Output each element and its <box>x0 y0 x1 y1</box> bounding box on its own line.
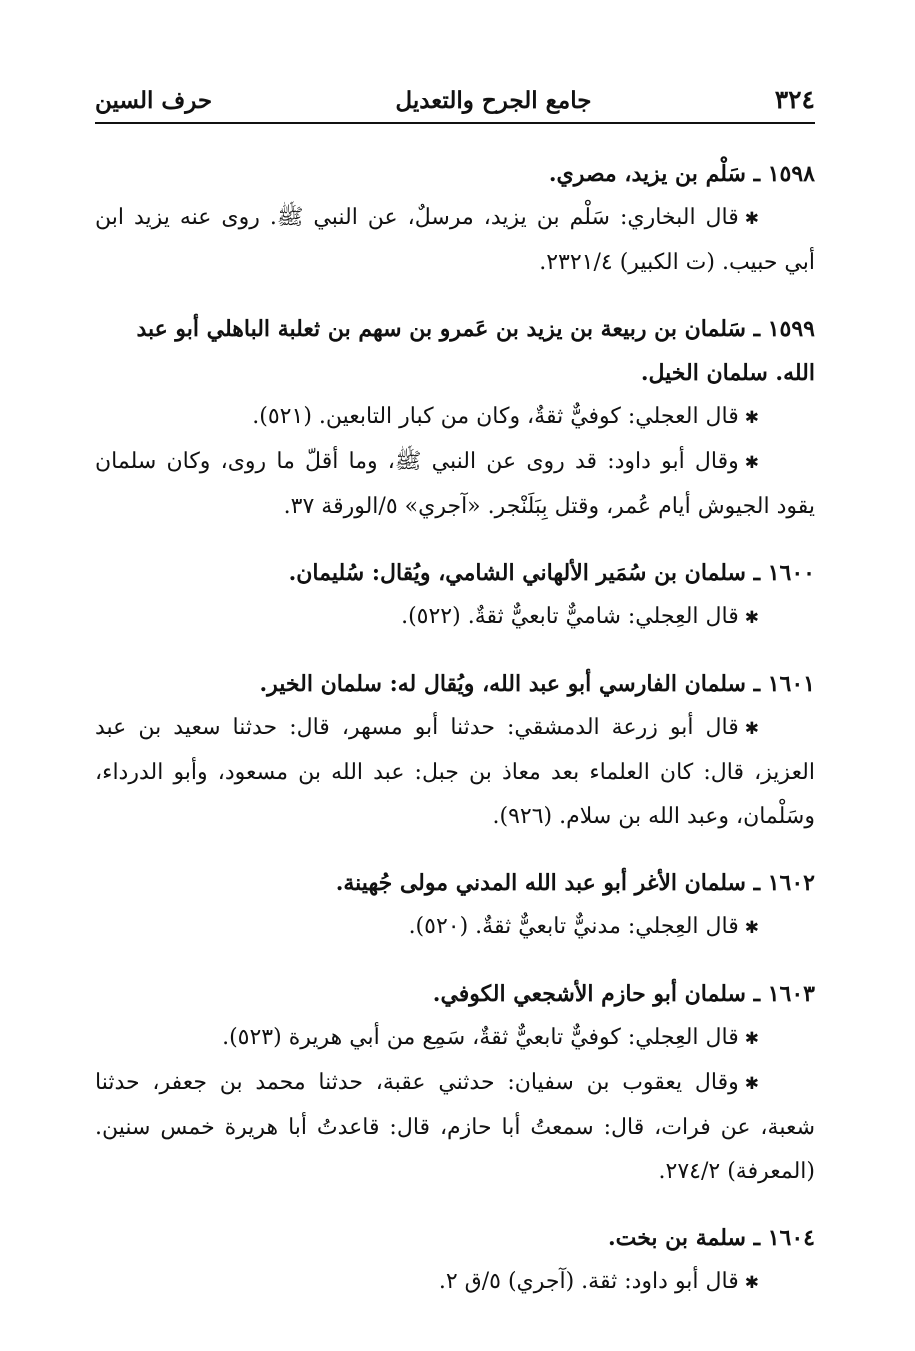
star-bullet-icon: ✱ <box>744 608 759 628</box>
entry-dash: ـ <box>745 560 761 586</box>
entry-heading <box>95 662 815 706</box>
section-title: حرف السين <box>95 87 213 114</box>
book-title: جامع الجرح والتعديل <box>395 87 592 114</box>
entry <box>95 861 815 950</box>
entry-dash: ـ <box>745 981 761 1007</box>
star-bullet-icon: ✱ <box>744 1074 759 1094</box>
entry-number: ١٦٠٤ <box>767 1225 815 1251</box>
entry-heading <box>95 972 815 1016</box>
star-bullet-icon: ✱ <box>744 453 759 473</box>
entry-number: ١٦٠٠ <box>767 560 815 586</box>
entry-title: سلمة بن بخت. <box>607 1225 746 1251</box>
entry <box>95 551 815 640</box>
quote <box>95 595 815 640</box>
entry-heading <box>95 152 815 196</box>
entry-number: ١٦٠١ <box>767 671 815 697</box>
page-header <box>95 70 815 114</box>
quote <box>95 706 815 839</box>
quote <box>95 196 815 285</box>
entry <box>95 1216 815 1305</box>
quote-text: قال البخاري: سَلْم بن يزيد، مرسلٌ، عن النبي ﷺ. روى عنه يزيد ابن أبي حبيب. (ت الكبير) ٢٣٢١/٤. <box>95 205 815 275</box>
entry-heading <box>95 1216 815 1260</box>
entry-number: ١٦٠٣ <box>767 981 815 1007</box>
quote-text: قال العِجلي: مدنيٌّ تابعيٌّ ثقةٌ. (٥٢٠). <box>408 914 739 939</box>
star-bullet-icon: ✱ <box>744 918 759 938</box>
quote-text: قال العِجلي: كوفيٌّ تابعيٌّ ثقةٌ، سَمِع من أبي هريرة (٥٢٣). <box>222 1025 739 1050</box>
quote <box>95 440 815 529</box>
entry-heading <box>95 861 815 905</box>
entry <box>95 152 815 285</box>
header-rule <box>95 122 815 124</box>
star-bullet-icon: ✱ <box>744 1029 759 1049</box>
entry-title: سَلْم بن يزيد، مصري. <box>548 161 746 187</box>
entry-number: ١٥٩٨ <box>767 161 815 187</box>
quote <box>95 905 815 950</box>
entry-dash: ـ <box>745 1225 761 1251</box>
entry-title: سلمان الفارسي أبو عبد الله، ويُقال له: سلمان الخير. <box>259 671 746 697</box>
entry-dash: ـ <box>745 161 761 187</box>
entry-title: سلمان بن سُمَير الألهاني الشامي، ويُقال: سُليمان. <box>288 560 746 586</box>
entry-number: ١٦٠٢ <box>767 870 815 896</box>
quote-text: قال أبو زرعة الدمشقي: حدثنا أبو مسهر، قال: حدثنا سعيد بن عبد العزيز، قال: كان العلماء بعد معاذ بن جبل: عبد الله بن مسعود، وأبو الدرداء، وسَلْمان، وعبد الله بن سلام. (٩٢٦). <box>95 715 815 829</box>
star-bullet-icon: ✱ <box>744 719 759 739</box>
quote-text: قال العجلي: كوفيٌّ ثقةٌ، وكان من كبار التابعين. (٥٢١). <box>252 404 739 429</box>
entry-dash: ـ <box>745 870 761 896</box>
entry <box>95 972 815 1194</box>
quote-text: قال أبو داود: ثقة. (آجري) ٥/ق ٢. <box>438 1269 739 1294</box>
entry-title: سلمان أبو حازم الأشجعي الكوفي. <box>432 981 746 1007</box>
quote-text: وقال أبو داود: قد روى عن النبي ﷺ، وما أقلّ ما روى، وكان سلمان يقود الجيوش أيام عُمر، وقتل بِبَلَنْجر. «آجري» ٥/الورقة ٣٧. <box>95 449 815 519</box>
quote <box>95 1061 815 1194</box>
entry <box>95 662 815 839</box>
star-bullet-icon: ✱ <box>744 1273 759 1293</box>
entry-title: سلمان الأغر أبو عبد الله المدني مولى جُهينة. <box>335 870 746 896</box>
page-number: ٣٢٤ <box>774 85 815 114</box>
entry-title: سَلمان بن ربيعة بن يزيد بن عَمرو بن سهم بن ثعلبة الباهلي أبو عبد الله. سلمان الخيل. <box>136 316 815 386</box>
entry-number: ١٥٩٩ <box>767 316 815 342</box>
quote <box>95 1260 815 1305</box>
entry <box>95 307 815 529</box>
star-bullet-icon: ✱ <box>744 209 759 229</box>
quote <box>95 1016 815 1061</box>
entry-dash: ـ <box>745 316 761 342</box>
quote-text: قال العِجلي: شاميٌّ تابعيٌّ ثقةٌ. (٥٢٢). <box>401 604 739 629</box>
entry-dash: ـ <box>745 671 761 697</box>
entry-heading <box>95 307 815 395</box>
quote <box>95 395 815 440</box>
star-bullet-icon: ✱ <box>744 408 759 428</box>
entry-heading <box>95 551 815 595</box>
quote-text: وقال يعقوب بن سفيان: حدثني عقبة، حدثنا محمد بن جعفر، حدثنا شعبة، عن فرات، قال: سمعتُ أبا حازم، قال: قاعدتُ أبا هريرة خمس سنين. (المعرفة) ٢٧٤/٢. <box>95 1070 815 1184</box>
